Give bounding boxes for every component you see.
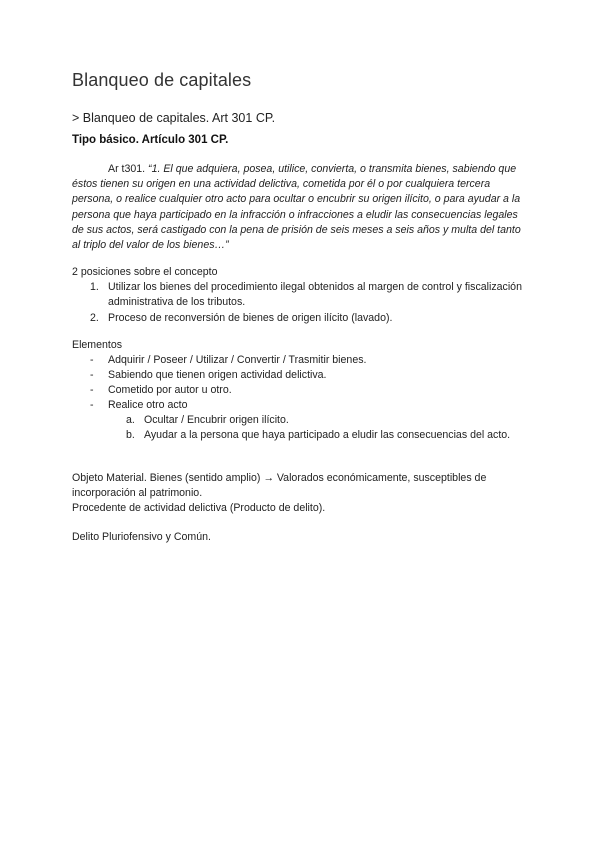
sub-list-item — [72, 413, 527, 428]
list-item-text: Cometido por autor u otro. — [108, 384, 232, 396]
list-number: 1. — [90, 281, 99, 293]
list-item-text: Proceso de reconversión de bienes de origen ilícito (lavado). — [108, 312, 393, 324]
list-number: 2. — [90, 312, 99, 324]
sub-list-letter: a. — [126, 414, 135, 426]
list-dash: - — [90, 384, 94, 396]
delito-paragraph: Delito Pluriofensivo y Común. — [72, 531, 211, 543]
tipo-basico-heading: Tipo básico. Artículo 301 CP. — [72, 134, 229, 146]
list-item — [72, 398, 527, 413]
sub-list-item-text: Ocultar / Encubrir origen ilícito. — [144, 414, 289, 426]
posiciones-list — [72, 280, 527, 327]
objeto-material-paragraph: Objeto Material. Bienes (sentido amplio) → Valorados económicamente, susceptibles de incorporación al patrimonio. — [72, 472, 487, 499]
procedente-paragraph: Procedente de actividad delictiva (Producto de delito). — [72, 502, 326, 514]
sub-list-item — [72, 428, 527, 443]
list-item — [72, 280, 527, 310]
list-item — [72, 311, 527, 326]
article-text: “1. El que adquiera, posea, utilice, convierta, o transmita bienes, sabiendo que éstos tienen su origen en una actividad delictiva, cometida por él o por cualquiera tercera persona, o realice cualquier otro acto para ocultar o encubrir su origen ilícito, o para ayudar a la persona que haya participado en la infracción o infracciones a eludir las consecuencias legales de sus actos, será castigado con la pena de prisión de seis meses a seis años y multa del tanto al triplo del valor de los bienes…” — [72, 163, 521, 252]
list-item — [72, 353, 527, 368]
document-title: Blanqueo de capitales — [72, 70, 252, 90]
list-item-text: Realice otro acto — [108, 399, 188, 411]
article-number: Ar t301. — [108, 163, 149, 175]
list-dash: - — [90, 369, 94, 381]
sub-list-item-text: Ayudar a la persona que haya participado a eludir las consecuencias del acto. — [144, 429, 511, 441]
list-dash: - — [90, 354, 94, 366]
list-item — [72, 368, 527, 383]
list-dash: - — [90, 399, 94, 411]
list-item-text: Sabiendo que tienen origen actividad delictiva. — [108, 369, 327, 381]
section-subheading: > Blanqueo de capitales. Art 301 CP. — [72, 111, 276, 125]
posiciones-heading: 2 posiciones sobre el concepto — [72, 266, 218, 278]
elementos-list — [72, 353, 527, 443]
sub-list-letter: b. — [126, 429, 135, 441]
elementos-heading: Elementos — [72, 339, 123, 351]
article-quote — [72, 162, 527, 253]
list-item-text: Utilizar los bienes del procedimiento ilegal obtenidos al margen de control y fiscalización administrativa de los tributos. — [108, 281, 522, 308]
list-item-text: Adquirir / Poseer / Utilizar / Convertir / Trasmitir bienes. — [108, 354, 367, 366]
list-item — [72, 383, 527, 398]
